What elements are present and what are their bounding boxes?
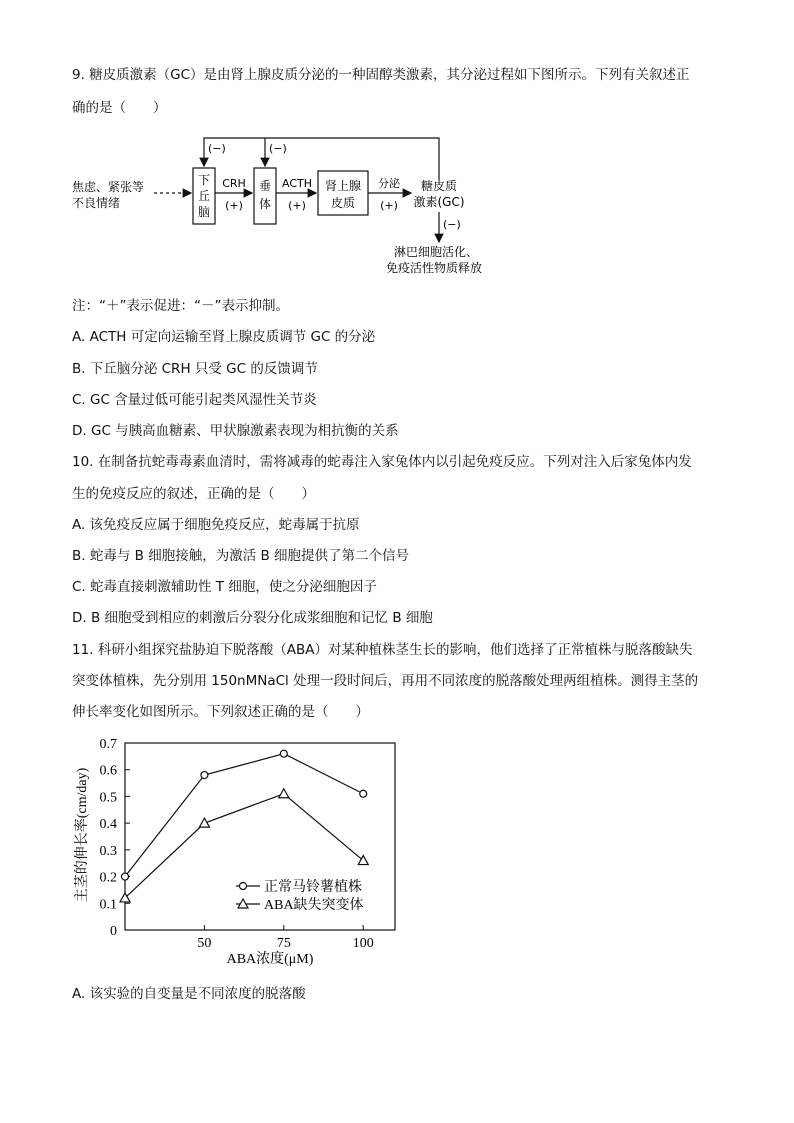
pituitary-box xyxy=(254,168,276,224)
q9-stem-line1: 9. 糖皮质激素（GC）是由肾上腺皮质分泌的一种固醇类激素，其分泌过程如下图所示。下列有关叙述正 xyxy=(72,67,690,83)
chart-y-tick-label: 0.2 xyxy=(99,870,117,886)
crh-plus: (+) xyxy=(225,199,243,212)
hypothalamus-label-2: 丘 xyxy=(197,189,211,203)
q9-stem-line2: 确的是（ ） xyxy=(72,100,167,116)
q11-option-a: A. 该实验的自变量是不同浓度的脱落酸 xyxy=(72,986,306,1002)
chart-point-series-1 xyxy=(122,873,129,880)
target-line1: 淋巴细胞活化、 xyxy=(394,245,479,259)
q10-stem-line2: 生的免疫反应的叙述，正确的是（ ） xyxy=(72,486,315,502)
q10-option-d: D. B 细胞受到相应的刺激后分裂分化成浆细胞和记忆 B 细胞 xyxy=(72,610,433,626)
acth-label: ACTH xyxy=(281,177,313,190)
chart-y-axis-label: 主茎的伸长率(cm/day) xyxy=(75,767,90,903)
hypothalamus-label-3: 脑 xyxy=(197,205,211,219)
hypothalamus-label-1: 下 xyxy=(197,173,211,187)
chart-legend-label-1: 正常马铃薯植株 xyxy=(264,880,362,895)
chart-x-tick-label: 75 xyxy=(276,936,291,951)
adrenal-label-2: 皮质 xyxy=(330,196,356,210)
chart-point-series-1 xyxy=(280,750,287,757)
q11-stem-line2: 突变体植株，先分别用 150nMNaCl 处理一段时间后，再用不同浓度的脱落酸处理两组植株。测得主茎的 xyxy=(72,673,699,689)
chart-y-tick-label: 0.5 xyxy=(99,790,117,806)
diagram-source-line2: 不良情绪 xyxy=(72,196,121,210)
chart-point-series-1 xyxy=(201,772,208,779)
chart-x-tick-label: 100 xyxy=(352,936,374,951)
pituitary-label-1: 垂 xyxy=(258,179,272,193)
feedback-minus-pituitary: (−) xyxy=(269,142,287,155)
q9-option-b: B. 下丘脑分泌 CRH 只受 GC 的反馈调节 xyxy=(72,361,318,377)
hormone-regulation-diagram xyxy=(0,128,794,298)
chart-point-series-1 xyxy=(360,790,367,797)
crh-label: CRH xyxy=(222,177,246,190)
chart-y-tick-label: 0.3 xyxy=(99,843,117,859)
chart-y-tick-label: 0 xyxy=(110,924,117,939)
q11-stem-line1: 11. 科研小组探究盐胁迫下脱落酸（ABA）对某种植株茎生长的影响，他们选择了正常植株与脱落酸缺失 xyxy=(72,642,693,658)
feedback-minus-hypothalamus: (−) xyxy=(208,142,226,155)
q9-note: 注：“＋”表示促进：“－”表示抑制。 xyxy=(72,298,289,314)
q11-stem-line3: 伸长率变化如图所示。下列叙述正确的是（ ） xyxy=(72,704,369,720)
q10-option-a: A. 该免疫反应属于细胞免疫反应，蛇毒属于抗原 xyxy=(72,517,360,533)
chart-point-series-2 xyxy=(199,818,209,827)
gc-minus: (−) xyxy=(443,218,461,231)
chart-y-tick-label: 0.4 xyxy=(99,817,117,833)
q9-option-c: C. GC 含量过低可能引起类风湿性关节炎 xyxy=(72,392,317,408)
q9-option-a: A. ACTH 可定向运输至肾上腺皮质调节 GC 的分泌 xyxy=(72,329,376,345)
q10-option-b: B. 蛇毒与 B 细胞接触，为激活 B 细胞提供了第二个信号 xyxy=(72,548,410,564)
gc-label-2: 激素(GC) xyxy=(413,195,465,209)
chart-x-axis-label: ABA浓度(μM) xyxy=(226,952,314,967)
chart-x-tick-label: 50 xyxy=(197,936,212,951)
chart-y-tick-label: 0.1 xyxy=(99,897,117,913)
adrenal-label-1: 肾上腺 xyxy=(324,179,362,193)
chart-y-tick-label: 0.7 xyxy=(99,737,117,752)
pituitary-label-2: 体 xyxy=(258,197,272,211)
acth-plus: (+) xyxy=(288,199,306,212)
diagram-source-line1: 焦虑、紧张等 xyxy=(72,180,145,194)
gc-label-1: 糖皮质 xyxy=(420,179,458,193)
chart-legend-marker-1 xyxy=(240,883,247,890)
chart-series-line-1 xyxy=(125,754,363,877)
secrete-label: 分泌 xyxy=(378,177,400,190)
target-line2: 免疫活性物质释放 xyxy=(386,261,483,275)
q10-stem-line1: 10. 在制备抗蛇毒毒素血清时，需将减毒的蛇毒注入家兔体内以引起免疫反应。下列对注入后家兔体内发 xyxy=(72,454,692,470)
chart-point-series-2 xyxy=(279,789,289,798)
q9-option-d: D. GC 与胰高血糖素、甲状腺激素表现为相抗衡的关系 xyxy=(72,423,399,439)
secrete-plus: (+) xyxy=(380,199,398,212)
chart-y-tick-label: 0.6 xyxy=(99,763,117,779)
stem-elongation-chart xyxy=(70,730,410,970)
q10-option-c: C. 蛇毒直接刺激辅助性 T 细胞，使之分泌细胞因子 xyxy=(72,579,377,595)
chart-legend-label-2: ABA缺失突变体 xyxy=(264,898,364,913)
